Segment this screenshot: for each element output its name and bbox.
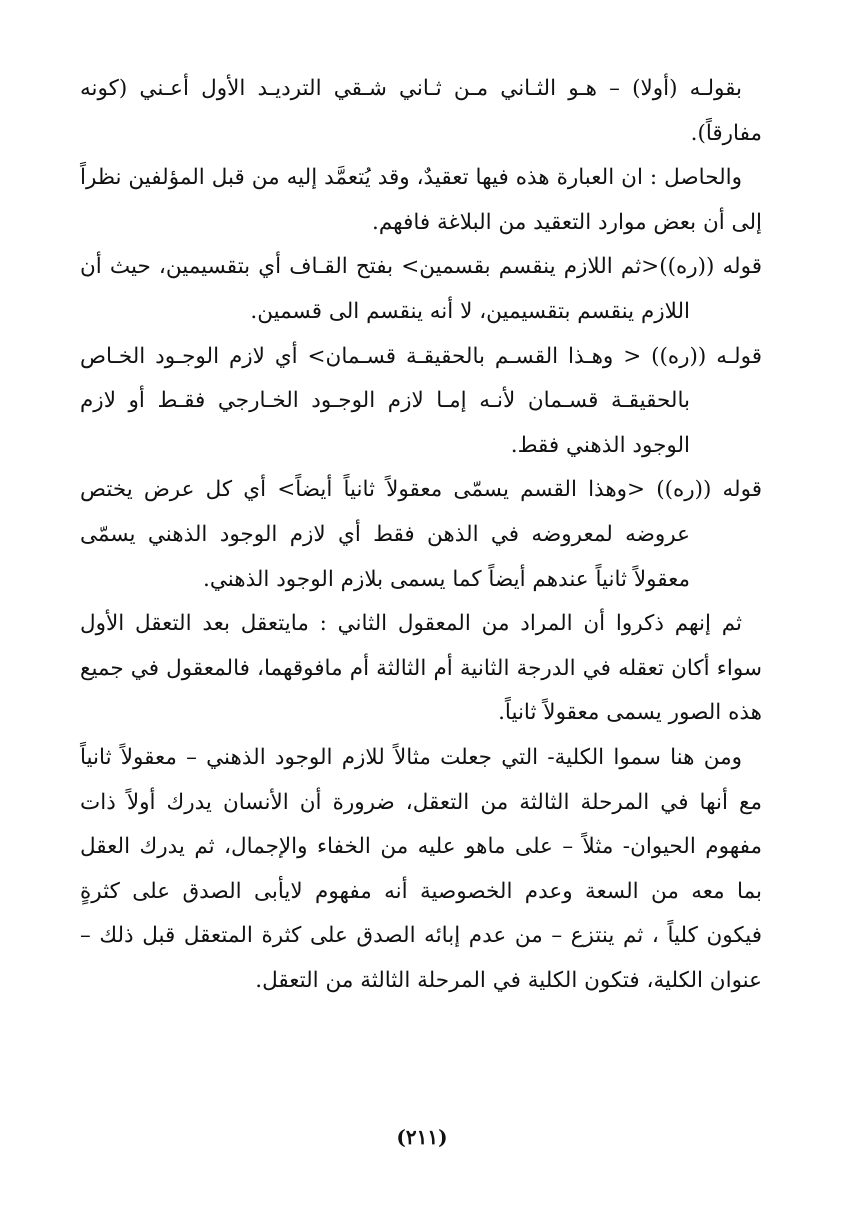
paragraph-1: بقولـه (أولا) – هـو الثـاني مـن ثـاني شـقي الترديـد الأول أعـني (كونه مفارقاً). bbox=[80, 76, 762, 146]
page-number: (٢١١) bbox=[396, 1125, 448, 1149]
paragraph-6: ثم إنهم ذكروا أن المراد من المعقول الثاني : مايتعقل بعد التعقل الأول سواء أكان تعقله في الدرجة الثانية أم الثالثة أم مافوقهما، فالمعقول في جميع هذه الصور يسمى معقولاً ثانياً. bbox=[80, 611, 762, 726]
paragraph-7: ومن هنا سموا الكلية- التي جعلت مثالاً للازم الوجود الذهني – معقولاً ثانياً مع أنها في المرحلة الثالثة من التعقل، ضرورة أن الأنسان يدرك أولاً ذات مفهوم الحيوان- مثلاً – على ماهو عليه من الخفاء والإجمال، ثم يدرك العقل بما معه من السعة وعدم الخصوصية أنه مفهوم لايأبى الصدق على كثرةٍ فيكون كلياً ، ثم ينتزع – من عدم إبائه الصدق على كثرة المتعقل قبل ذلك – عنوان الكلية، فتكون الكلية في المرحلة الثالثة من التعقل. bbox=[80, 744, 762, 993]
paragraph-2: والحاصل : ان العبارة هذه فيها تعقيدٌ، وقد يُتعمَّد إليه من قبل المؤلفين نظراً إلى أن بعض موارد التعقيد من البلاغة فافهم. bbox=[80, 165, 762, 235]
paragraph-3: قوله ((ره))<ثم اللازم ينقسم بقسمين> بفتح القـاف أي بتقسيمين، حيث أن اللازم ينقسم بتقسيمين، لا أنه ينقسم الى قسمين. bbox=[80, 254, 762, 324]
paragraph-5: قوله ((ره)) <وهذا القسم يسمّى معقولاً ثانياً أيضاً> أي كل عرض يختص عروضه لمعروضه في الذهن فقط أي لازم الوجود الذهني يسمّى معقولاً ثانياً عندهم أيضاً كما يسمى بلازم الوجود الذهني. bbox=[80, 477, 762, 592]
page-text-body bbox=[80, 67, 762, 1003]
paragraph-4: قولـه ((ره)) < وهـذا القسـم بالحقيقـة قسـمان> أي لازم الوجـود الخـاص بالحقيقـة قسـمان لأنـه إمـا لازم الوجـود الخـارجي فقـط أو لازم الوجود الذهني فقط. bbox=[80, 343, 762, 458]
